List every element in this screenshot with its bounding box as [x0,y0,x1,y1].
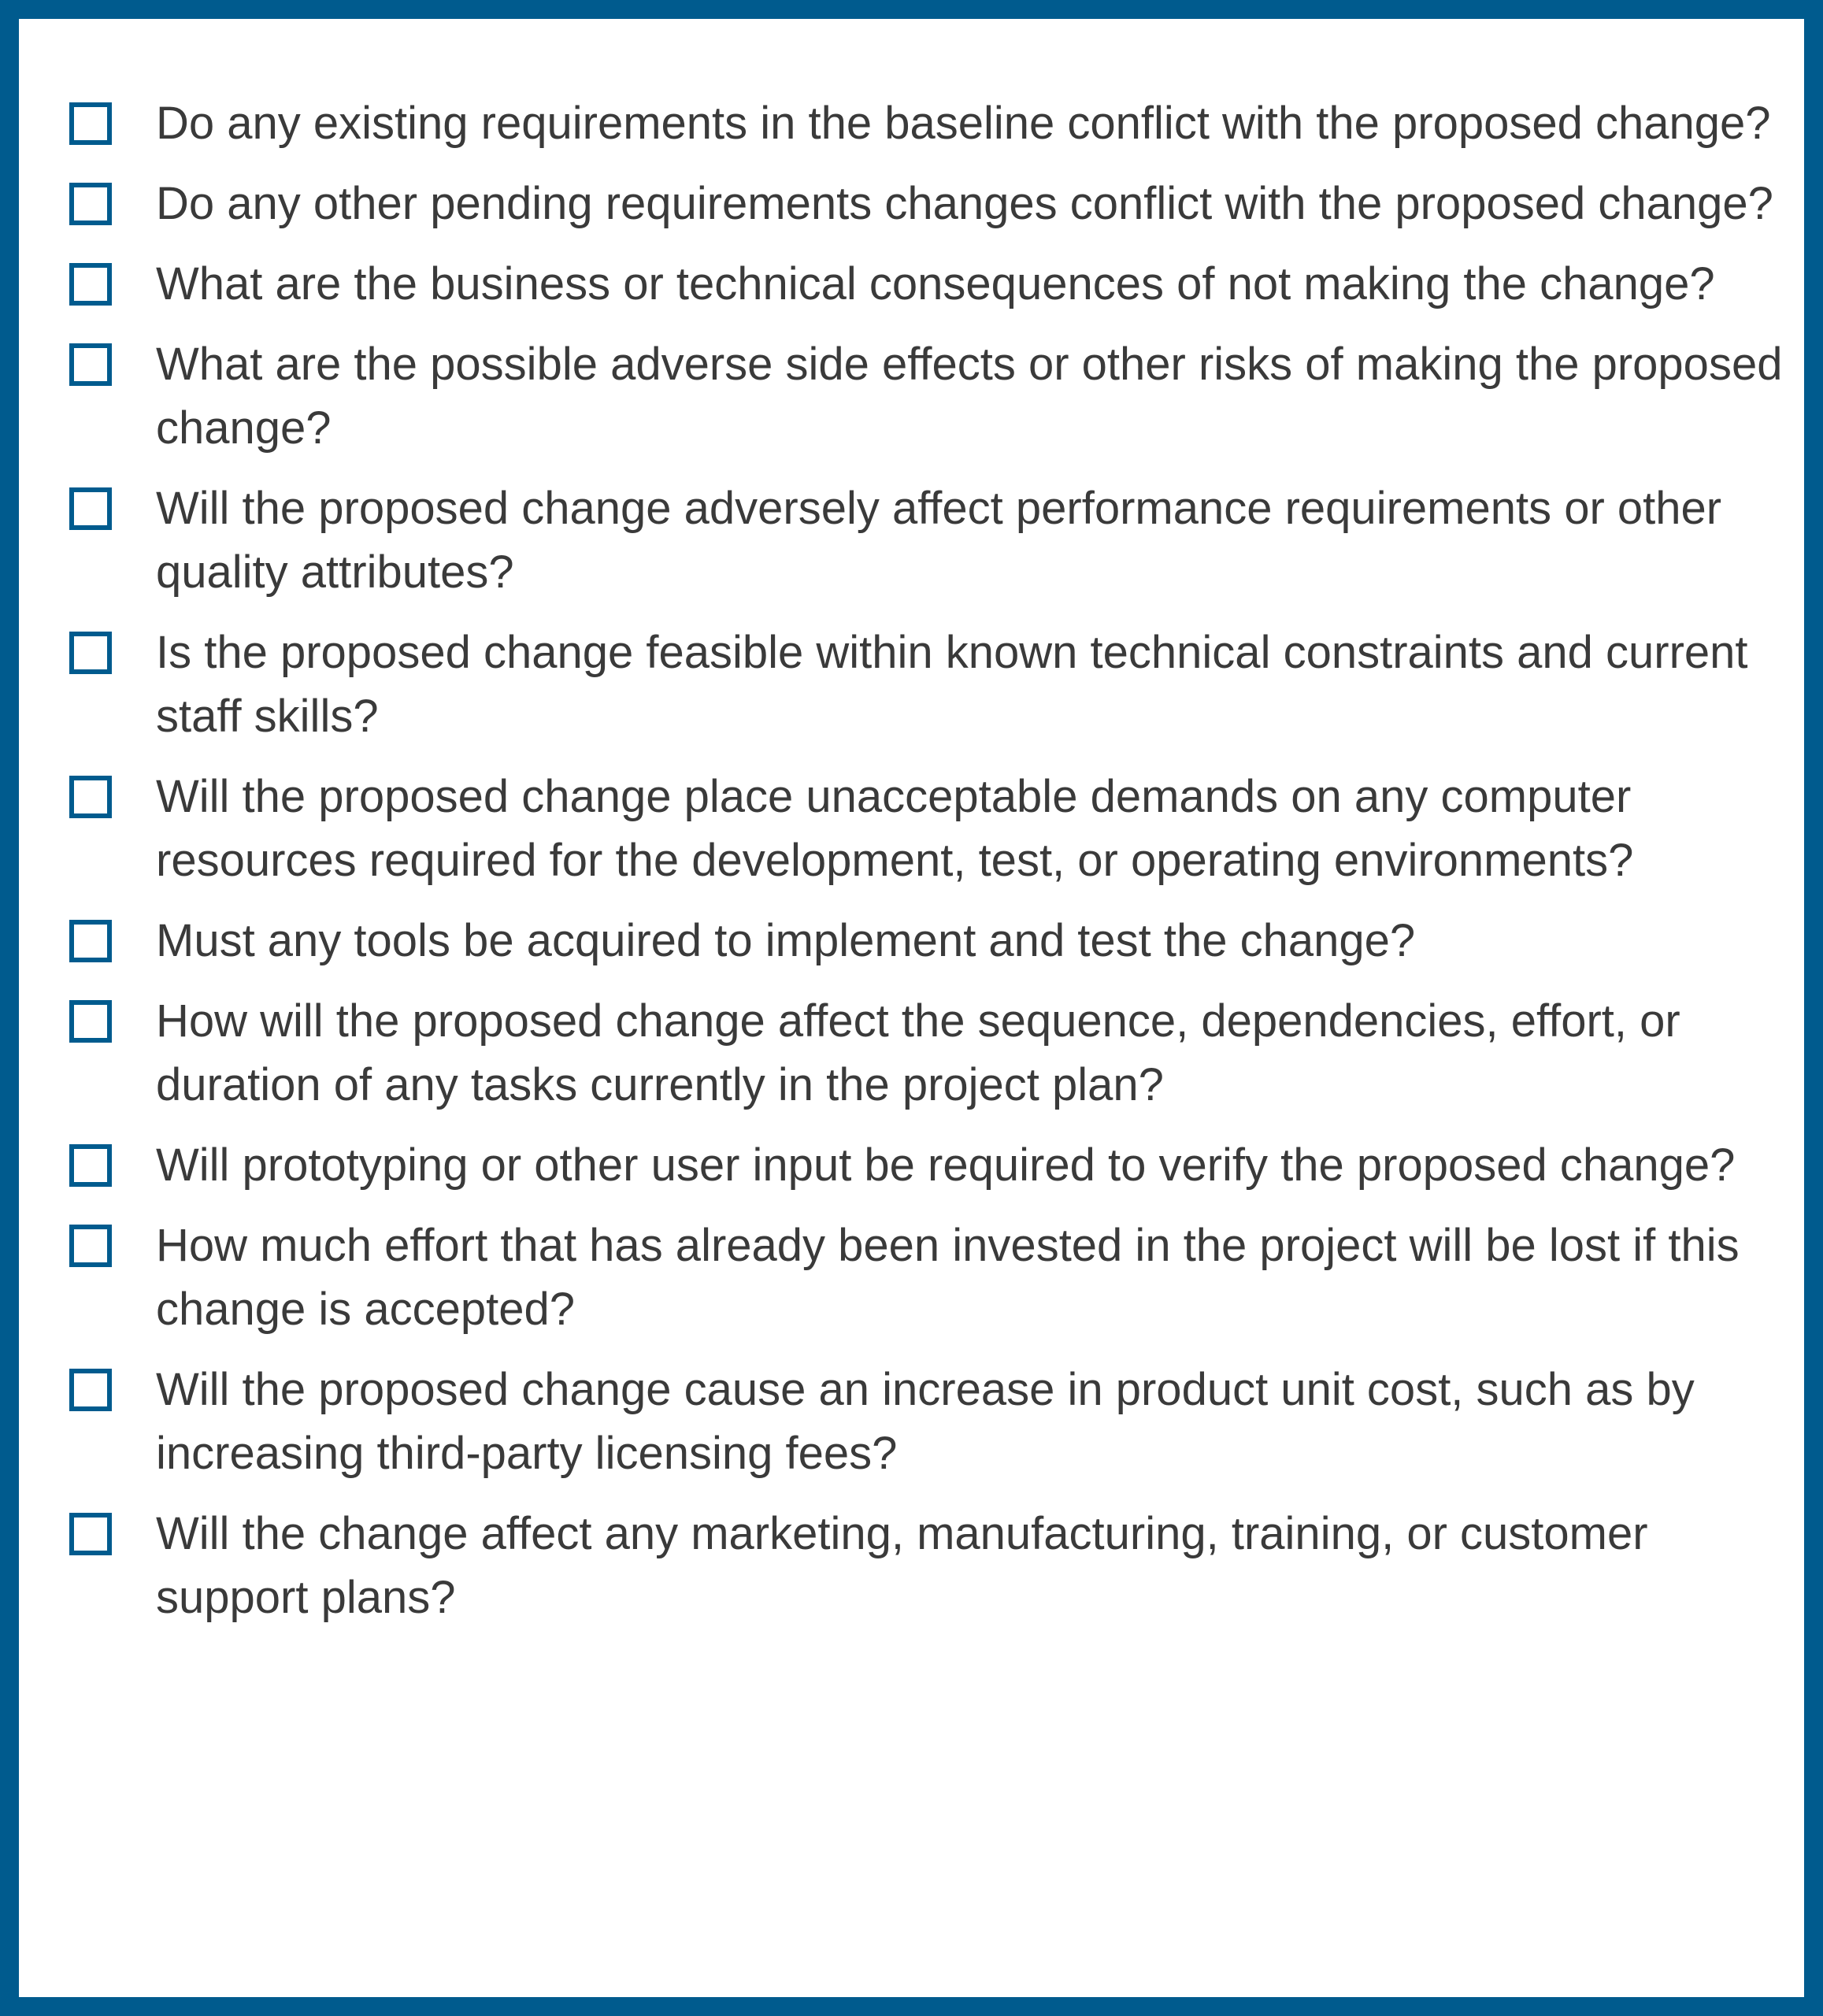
checkbox[interactable] [69,1144,112,1187]
checklist-item-label: Will prototyping or other user input be required to verify the proposed change? [156,1140,1736,1191]
checklist-item-label: Will the change affect any marketing, manufacturing, training, or customer support plans? [156,1508,1648,1623]
checklist-item [68,765,1800,892]
checklist-item [68,1214,1800,1341]
checklist-item-label: Do any other pending requirements changes conflict with the proposed change? [156,178,1773,229]
checkbox[interactable] [69,183,112,225]
checklist-item [68,252,1800,316]
checklist-item [68,476,1800,604]
checkbox[interactable] [69,1000,112,1043]
checklist-item [68,91,1800,155]
checklist-item-label: Do any existing requirements in the baseline conflict with the proposed change? [156,98,1771,149]
checklist-item [68,1358,1800,1485]
checklist-item-label: How will the proposed change affect the sequence, dependencies, effort, or duration of any tasks currently in the project plan? [156,995,1680,1110]
checklist-item [68,989,1800,1117]
checkbox[interactable] [69,343,112,386]
checklist-item-label: Will the proposed change adversely affect performance requirements or other quality attributes? [156,483,1722,598]
checkbox[interactable] [69,1225,112,1267]
checklist-item-label: How much effort that has already been invested in the project will be lost if this change is accepted? [156,1220,1740,1335]
checklist-item [68,621,1800,748]
checkbox[interactable] [69,1513,112,1555]
checkbox[interactable] [69,102,112,145]
checkbox[interactable] [69,920,112,962]
checklist-item-label: Will the proposed change cause an increase in product unit cost, such as by increasing third-party licensing fees? [156,1364,1695,1479]
checkbox[interactable] [69,263,112,306]
checkbox[interactable] [69,776,112,818]
checklist-item-label: What are the possible adverse side effects or other risks of making the proposed change? [156,339,1783,454]
checklist-item-label: Must any tools be acquired to implement and test the change? [156,915,1416,966]
checklist-item-label: Will the proposed change place unacceptable demands on any computer resources required for the development, test, or operating environments? [156,771,1634,886]
checklist [68,91,1800,1646]
checkbox[interactable] [69,632,112,674]
checklist-item [68,172,1800,235]
checklist-item [68,1502,1800,1629]
checklist-item-label: Is the proposed change feasible within known technical constraints and current staff skills? [156,627,1748,742]
checklist-item [68,332,1800,460]
checkbox[interactable] [69,1369,112,1411]
checklist-item [68,909,1800,973]
checklist-item-label: What are the business or technical consequences of not making the change? [156,258,1715,309]
checklist-item [68,1133,1800,1197]
checkbox[interactable] [69,487,112,530]
